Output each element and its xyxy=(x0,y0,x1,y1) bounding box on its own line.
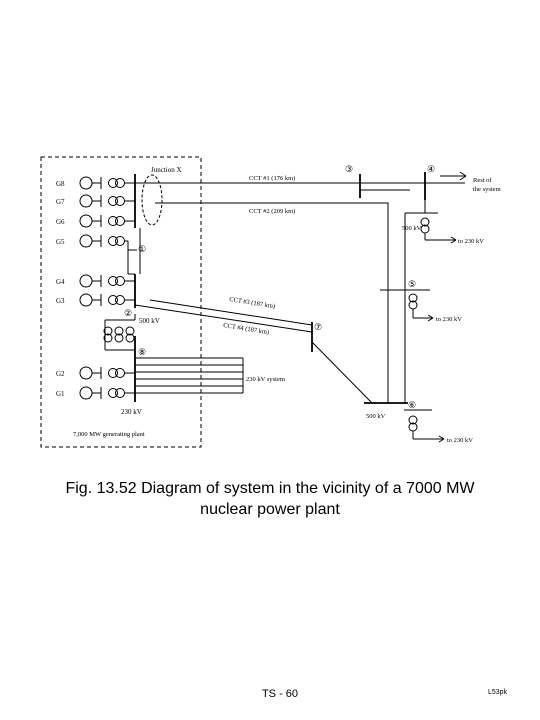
bus-5-label: ⑤ xyxy=(408,279,417,289)
to-230kv-label-3: to 230 kV xyxy=(447,437,473,444)
label-g2: G2 xyxy=(56,370,65,378)
cct2-label: CCT #2 (209 km) xyxy=(249,208,296,215)
plant-500kv-label: 500 kV xyxy=(139,317,160,325)
bus-6-label: ⑥ xyxy=(408,400,417,410)
bus-2-label: ② xyxy=(124,308,133,318)
transmission-lines xyxy=(135,172,466,403)
bus-8-label: ⑧ xyxy=(138,347,147,357)
bus6-500kv-label: 500 kV xyxy=(366,413,386,420)
cct1-label: CCT #1 (176 km) xyxy=(249,175,296,182)
system-230kv-label: 230 kV system xyxy=(246,376,285,383)
label-g3: G3 xyxy=(56,297,65,305)
bus-3-label: ③ xyxy=(345,164,354,174)
rest-of-system-label-line1: Rest of xyxy=(473,177,492,184)
junction-x-label: Junction X xyxy=(151,166,182,174)
cct3-label: CCT #3 (187 km) xyxy=(228,296,276,311)
footer-tag: L53pk xyxy=(488,689,508,696)
label-g8: G8 xyxy=(56,180,65,188)
generating-plant-boundary xyxy=(41,157,201,447)
label-g6: G6 xyxy=(56,218,65,226)
caption-line-2: nuclear power plant xyxy=(200,501,340,518)
figure-caption xyxy=(20,478,520,520)
label-g1: G1 xyxy=(56,390,65,398)
plant-230kv-label: 230 kV xyxy=(121,408,142,416)
label-g5: G5 xyxy=(56,238,65,246)
rest-of-system-label-line2: the system xyxy=(473,186,501,193)
label-g4: G4 xyxy=(56,278,65,286)
plant-buses xyxy=(104,174,162,402)
plant-capacity-label: 7,000 MW generating plant xyxy=(73,431,145,438)
bus-7-label: ⑦ xyxy=(314,322,323,332)
to-230kv-label-2: to 230 kV xyxy=(436,316,462,323)
bus4-500kv-label: 500 kV xyxy=(402,225,422,232)
caption-line-1: Fig. 13.52 Diagram of system in the vicinity of a 7000 MW xyxy=(65,480,475,497)
generator-units xyxy=(80,177,135,399)
cct4-label: CCT #4 (187 km) xyxy=(222,322,270,337)
to-230kv-label-1: to 230 kV xyxy=(458,238,484,245)
bus-1-label: ① xyxy=(138,244,147,254)
label-g7: G7 xyxy=(56,198,65,206)
bus-4-label: ④ xyxy=(427,164,436,174)
page-number: TS - 60 xyxy=(261,688,299,700)
